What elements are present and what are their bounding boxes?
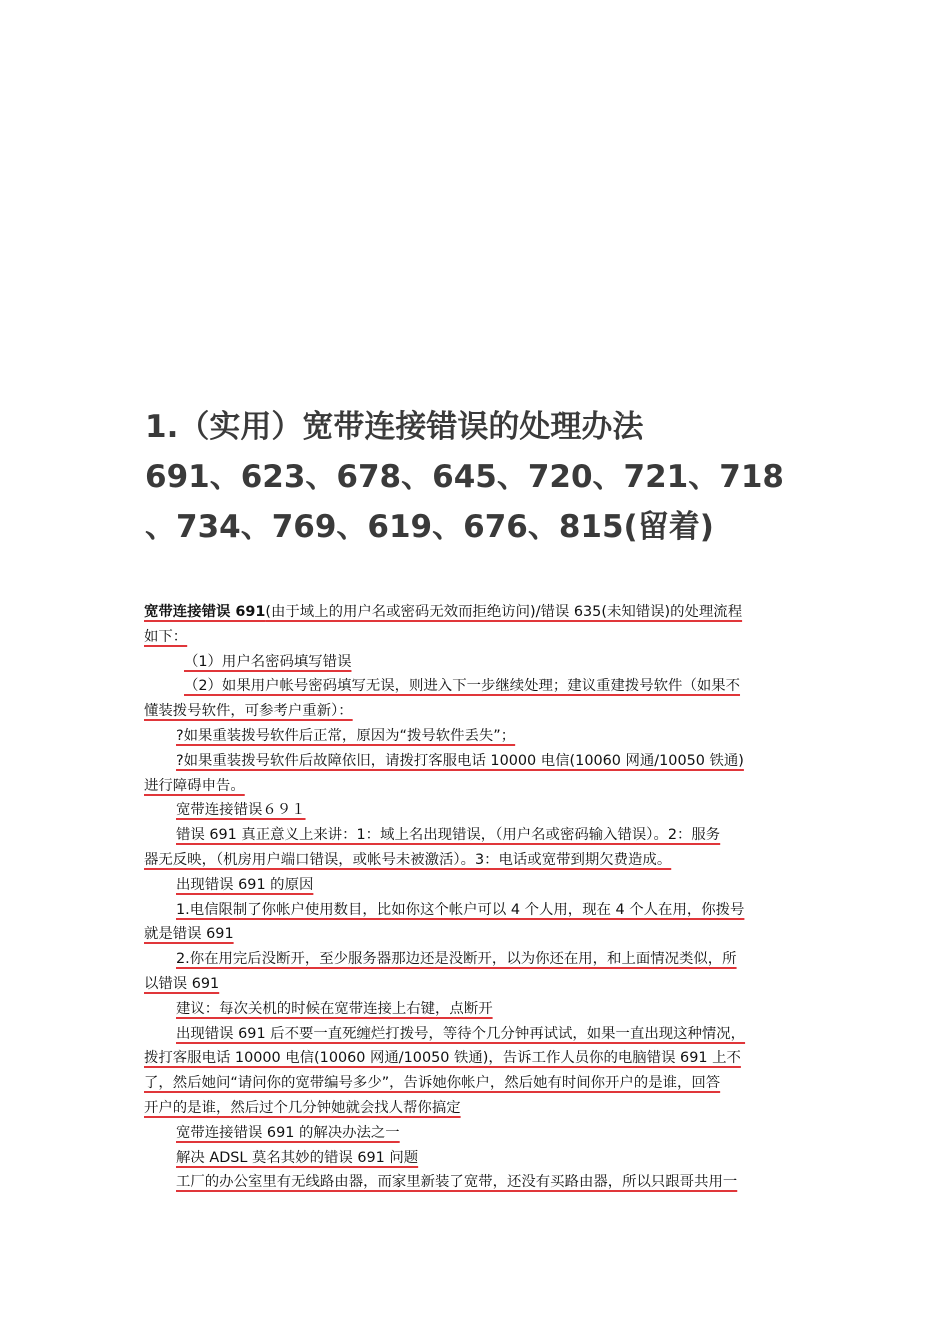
line-text: 宽带连接错误 691 的解决办法之一 (176, 1124, 400, 1141)
line-text: 错误 691 真正意义上来讲：1：域上名出现错误，（用户名或密码输入错误）。2：服务 (176, 827, 721, 844)
title-line-2: 691、623、678、645、720、721、718 (145, 459, 784, 495)
body-line (144, 1071, 824, 1096)
body-line (144, 1046, 824, 1071)
intro-text-cont: 如下： (144, 628, 188, 645)
body-line (144, 947, 824, 972)
line-text: 1.电信限制了你帐户使用数目，比如你这个帐户可以 4 个人用，现在 4 个人在用，你拨号 (176, 901, 745, 918)
body-line (144, 1121, 824, 1146)
line-text: 出现错误 691 的原因 (176, 876, 314, 893)
line-text: （1）用户名密码填写错误 (184, 653, 352, 670)
body-line (144, 972, 824, 997)
line-text: ?如果重装拨号软件后故障依旧，请拨打客服电话 10000 电信(10060 网通/10050 铁通) (176, 752, 744, 769)
body-line (144, 724, 824, 749)
body-line (144, 1022, 824, 1047)
line-text: 器无反映，（机房用户端口错误，或帐号未被激活）。3：电话或宽带到期欠费造成。 (144, 851, 672, 868)
line-text: 解决 ADSL 莫名其妙的错误 691 问题 (176, 1149, 419, 1166)
line-text: 以错误 691 (144, 975, 220, 992)
title-line-3: 、734、769、619、676、815(留着) (145, 509, 714, 545)
line-text: 建议：每次关机的时候在宽带连接上右键，点断开 (176, 1000, 493, 1017)
line-text: ?如果重装拨号软件后正常，原因为“拨号软件丢失”； (176, 727, 516, 744)
body-line (144, 650, 824, 675)
title-line-1: 1.（实用）宽带连接错误的处理办法 (145, 409, 644, 445)
document-title (145, 402, 815, 552)
body-line (144, 774, 824, 799)
line-text: 懂装拨号软件，可参考户重新）： (144, 703, 353, 720)
body-line (144, 674, 824, 699)
intro-line-1 (144, 600, 824, 625)
body-line (144, 798, 824, 823)
body-line (144, 823, 824, 848)
document-body (144, 600, 824, 1195)
line-text: 出现错误 691 后不要一直死缠烂打拨号，等待个几分钟再试试，如果一直出现这种情况， (176, 1025, 746, 1042)
body-line (144, 997, 824, 1022)
line-text: 工厂的办公室里有无线路由器，而家里新装了宽带，还没有买路由器，所以只跟哥共用一 (176, 1174, 738, 1191)
line-text: 就是错误 691 (144, 926, 234, 943)
intro-text: (由于域上的用户名或密码无效而拒绝访问)/错误 635(未知错误)的处理流程 (265, 604, 743, 620)
body-line (144, 848, 824, 873)
body-line (144, 1096, 824, 1121)
body-line (144, 1146, 824, 1171)
line-text: 拨打客服电话 10000 电信(10060 网通/10050 铁通)，告诉工作人员你的电脑错误 691 上不 (144, 1050, 741, 1067)
body-line (144, 749, 824, 774)
body-line (144, 1170, 824, 1195)
body-line (144, 922, 824, 947)
body-line (144, 699, 824, 724)
intro-bold-heading: 宽带连接错误 691 (144, 604, 266, 620)
line-text: 宽带连接错误６９１ (176, 802, 306, 819)
line-text: （2）如果用户帐号密码填写无误，则进入下一步继续处理；建议重建拨号软件（如果不 (184, 678, 741, 695)
line-text: 进行障碍申告。 (144, 777, 245, 794)
line-text: 2.你在用完后没断开，至少服务器那边还是没断开，以为你还在用，和上面情况类似，所 (176, 951, 737, 968)
body-line (144, 873, 824, 898)
intro-line-2 (144, 625, 824, 650)
line-text: 了，然后她问“请问你的宽带编号多少”，告诉她你帐户，然后她有时间你开户的是谁，回答 (144, 1075, 721, 1092)
line-text: 开户的是谁，然后过个几分钟她就会找人帮你搞定 (144, 1099, 461, 1116)
body-line (144, 898, 824, 923)
